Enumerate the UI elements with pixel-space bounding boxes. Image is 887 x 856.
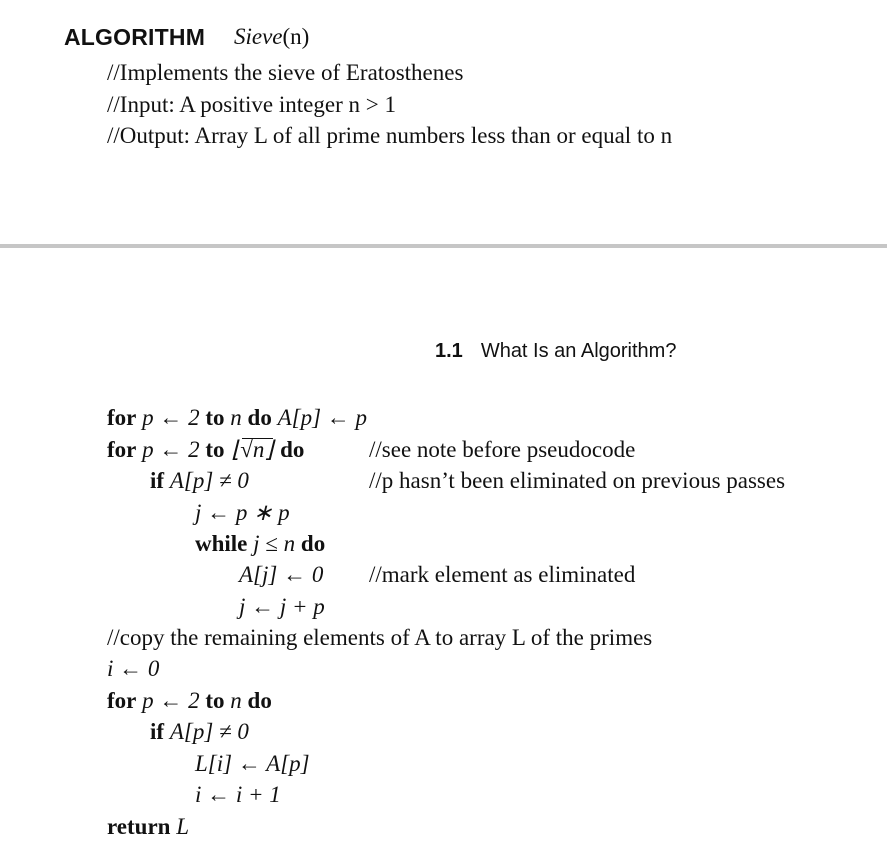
keyword-return: return	[107, 814, 171, 839]
comment-see-note: //see note before pseudocode	[369, 437, 636, 462]
keyword-do: do	[247, 405, 272, 430]
code-line-12: L[i] ← A[p]	[195, 751, 310, 776]
comment-copy: //copy the remaining elements of A to array L of the primes	[107, 625, 653, 650]
page-separator	[0, 244, 887, 248]
code-line-10	[107, 688, 272, 714]
keyword-to: to	[205, 688, 225, 713]
for-variable: p ← 2	[142, 405, 200, 430]
algorithm-label: ALGORITHM	[64, 24, 206, 50]
for-limit: n	[230, 405, 242, 430]
keyword-for: for	[107, 688, 137, 713]
keyword-do: do	[247, 688, 272, 713]
keyword-while: while	[195, 531, 248, 556]
keyword-for: for	[107, 405, 137, 430]
comment-mark-eliminated: //mark element as eliminated	[369, 562, 636, 587]
comment-input: //Input: A positive integer n > 1	[107, 92, 396, 117]
code-line-2	[107, 437, 304, 463]
if-condition: A[p] ≠ 0	[169, 719, 249, 744]
keyword-if: if	[150, 468, 165, 493]
keyword-to: to	[205, 405, 225, 430]
section-title: What Is an Algorithm?	[480, 340, 677, 362]
code-line-1	[107, 405, 367, 431]
code-line-4: j ← p ∗ p	[195, 500, 290, 525]
for-variable: p ← 2	[142, 688, 200, 713]
array-init: A[p] ← p	[277, 405, 368, 430]
comment-not-eliminated: //p hasn’t been eliminated on previous passes	[369, 468, 786, 493]
code-line-7: j ← j + p	[239, 594, 325, 619]
comment-implements: //Implements the sieve of Eratosthenes	[107, 60, 464, 85]
code-line-11	[150, 719, 249, 745]
return-value: L	[176, 814, 189, 839]
for-limit: n	[230, 688, 242, 713]
algorithm-args: (n)	[282, 24, 310, 49]
code-line-13: i ← i + 1	[195, 782, 281, 807]
keyword-if: if	[150, 719, 165, 744]
section-number: 1.1	[435, 340, 463, 362]
keyword-do: do	[280, 437, 305, 462]
running-head	[435, 340, 676, 363]
code-line-5	[195, 531, 325, 557]
for-variable: p ← 2	[142, 437, 200, 462]
algorithm-signature	[234, 24, 309, 50]
keyword-to: to	[205, 437, 225, 462]
if-condition: A[p] ≠ 0	[169, 468, 249, 493]
keyword-do: do	[300, 531, 326, 556]
algorithm-name: Sieve	[234, 24, 283, 49]
code-line-6: A[j] ← 0	[239, 562, 324, 587]
code-line-14	[107, 814, 189, 840]
floor-sqrt-n: ⌊√n⌋	[231, 437, 274, 462]
comment-output: //Output: Array L of all prime numbers less than or equal to n	[107, 123, 673, 148]
keyword-for: for	[107, 437, 137, 462]
code-line-9: i ← 0	[107, 656, 160, 681]
code-line-3	[150, 468, 249, 494]
while-condition: j ≤ n	[253, 531, 296, 556]
